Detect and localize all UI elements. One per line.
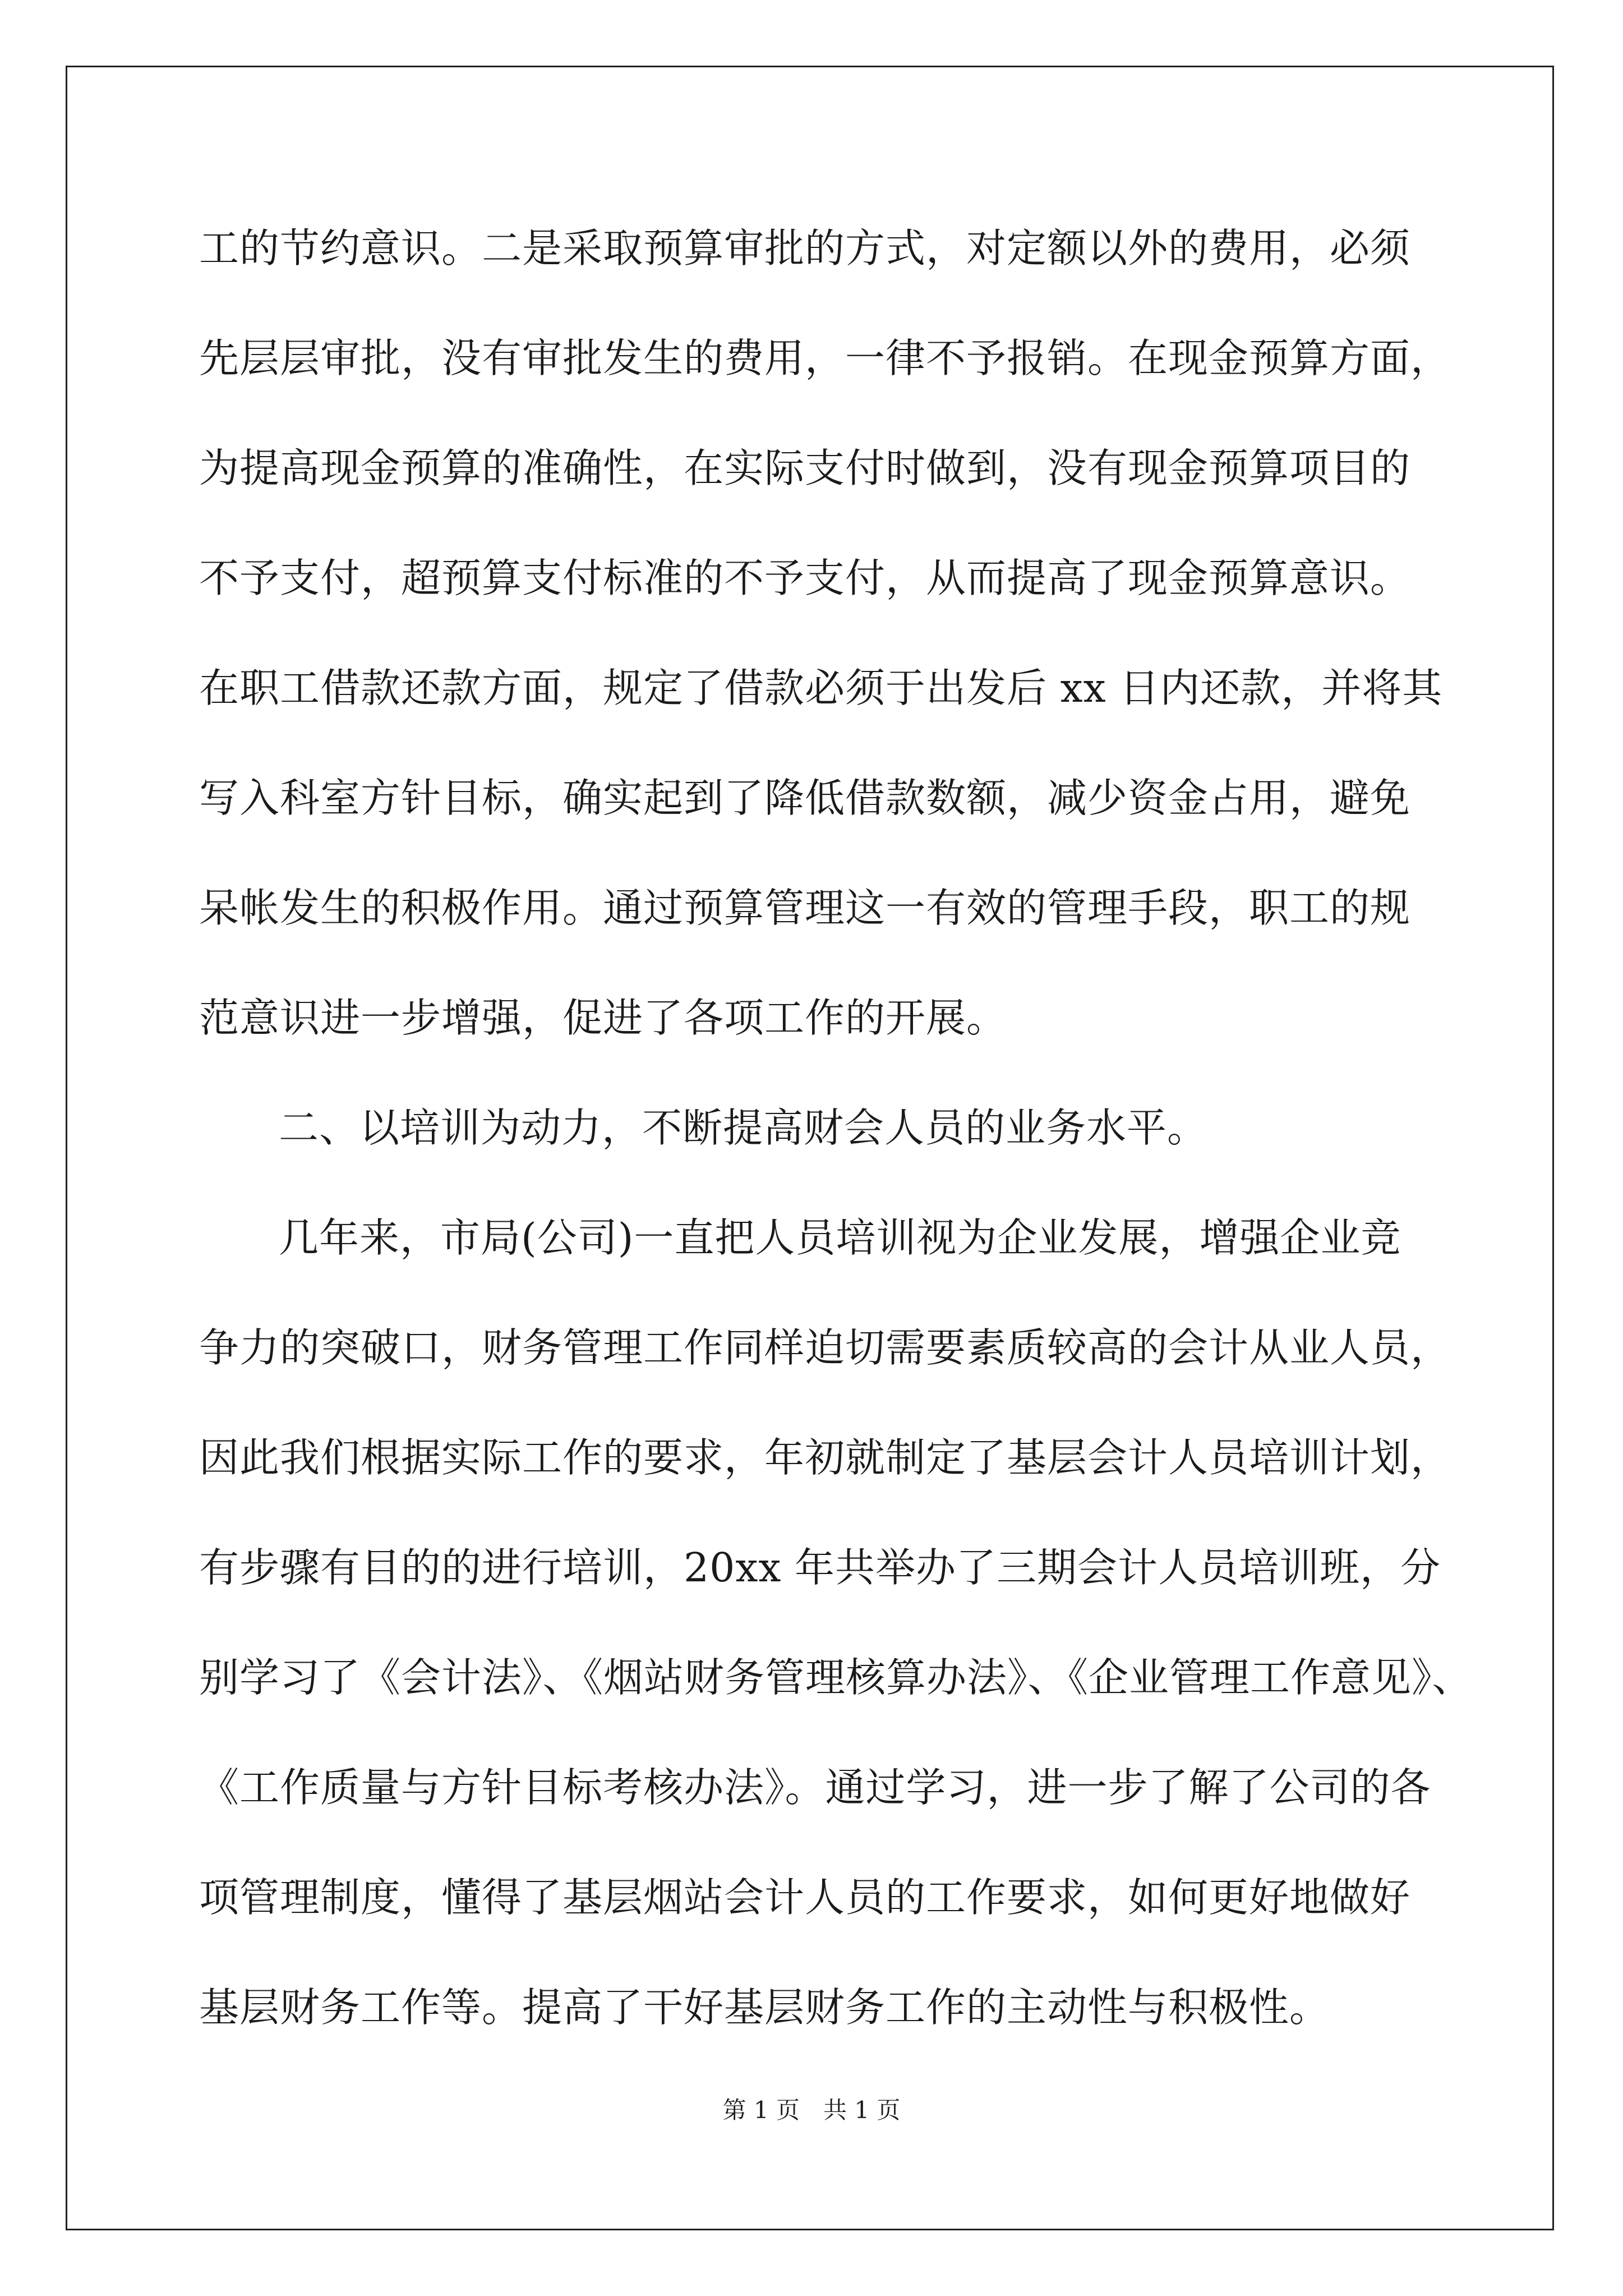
text-line: 范意识进一步增强，促进了各项工作的开展。 — [199, 995, 1007, 1041]
text-line: 工的节约意识。二是采取预算审批的方式，对定额以外的费用，必须 — [199, 225, 1411, 272]
text-line: 项管理制度，懂得了基层烟站会计人员的工作要求，如何更好地做好 — [199, 1874, 1411, 1921]
page-footer: 第 1 页 共 1 页 — [722, 2096, 901, 2124]
text-line: 因此我们根据实际工作的要求，年初就制定了基层会计人员培训计划， — [199, 1434, 1451, 1481]
text-line: 基层财务工作等。提高了干好基层财务工作的主动性与积极性。 — [199, 1984, 1330, 2031]
text-line: 在职工借款还款方面，规定了借款必须于出发后 xx 日内还款，并将其 — [199, 665, 1443, 711]
text-line: 别学习了《会计法》、《烟站财务管理核算办法》、《企业管理工作意见》、 — [199, 1654, 1473, 1701]
text-line: 有步骤有目的的进行培训，20xx 年共举办了三期会计人员培训班，分 — [199, 1544, 1441, 1591]
text-line: 《工作质量与方针目标考核办法》。通过学习，进一步了解了公司的各 — [199, 1764, 1431, 1811]
text-line: 呆帐发生的积极作用。通过预算管理这一有效的管理手段，职工的规 — [199, 885, 1411, 931]
paragraph-start-line: 几年来，市局(公司)一直把人员培训视为企业发展，增强企业竞 — [279, 1214, 1401, 1261]
text-line: 为提高现金预算的准确性，在实际支付时做到，没有现金预算项目的 — [199, 445, 1411, 491]
text-line: 先层层审批，没有审批发生的费用，一律不予报销。在现金预算方面， — [199, 335, 1451, 381]
text-line: 不予支付，超预算支付标准的不予支付，从而提高了现金预算意识。 — [199, 555, 1411, 601]
document-body — [199, 210, 1473, 2079]
text-line: 争力的突破口，财务管理工作同样迫切需要素质较高的会计从业人员， — [199, 1324, 1451, 1371]
text-line: 写入科室方针目标，确实起到了降低借款数额，减少资金占用，避免 — [199, 775, 1411, 821]
section-heading: 二、以培训为动力，不断提高财会人员的业务水平。 — [279, 1105, 1208, 1151]
